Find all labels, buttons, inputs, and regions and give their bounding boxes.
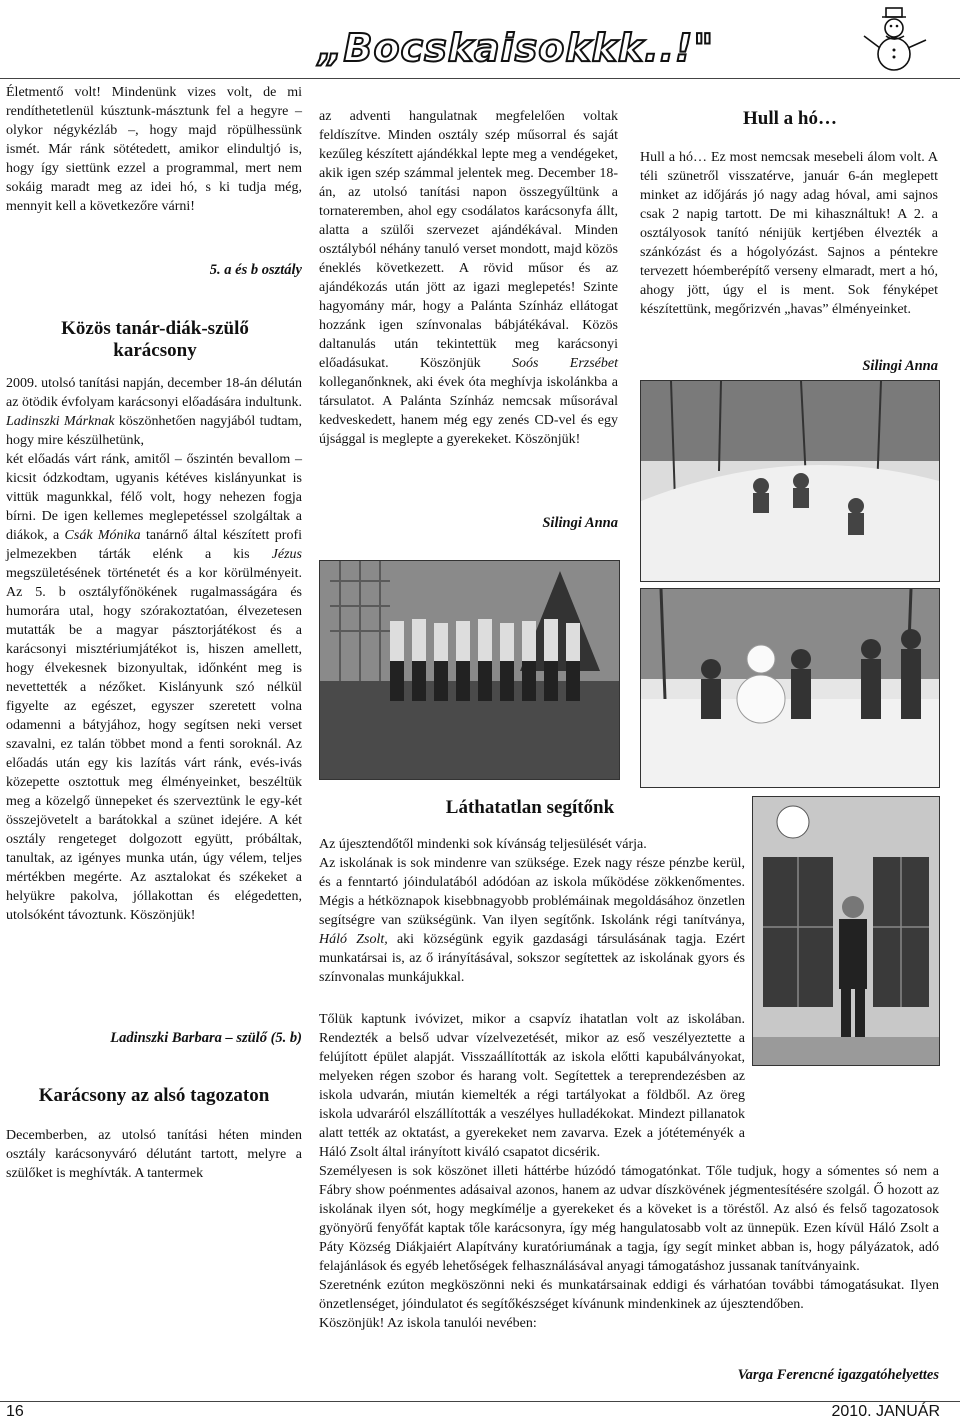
bottom-signature: Varga Ferencné igazgatóhelyettes <box>737 1367 939 1383</box>
bottom-p6: Köszönjük! Az iskola tanulói nevében: <box>319 1316 537 1331</box>
col1-intro-signature: 5. a és b osztály <box>209 262 302 278</box>
article-title-kozos: Közös tanár-diák-szülő karácsony <box>61 318 249 361</box>
col2-signature: Silingi Anna <box>542 515 618 531</box>
col1-p3: Decemberben, az utolsó tanítási héten minden osztály karácsonyváró délutánt tartott, melyre a szülőket is meghívták. A tantermek <box>6 1128 302 1181</box>
col2-name: Soós Erzsébet <box>511 356 618 371</box>
col1-p1-text: 2009. utolsó tanítási napján, december 18-án délután az ötödik évfolyam karácsonyi előadására indultunk. <box>6 376 302 410</box>
bottom-p1: Az újesztendőtől mindenki sok kívánság teljesülését várja. <box>319 837 647 852</box>
col1-signature: Ladinszki Barbara – szülő (5. b) <box>110 1030 302 1046</box>
col1-para-1 <box>6 374 302 450</box>
header-logo <box>318 26 715 74</box>
col1-also-text <box>6 1126 302 1183</box>
page-header <box>0 0 960 80</box>
col2-text: az adventi hangulatnak megfelelően voltak feldíszítve. Minden osztály szép műsorral és saját kezűleg készített ajándékkal lepte meg a vendégeket, akik igen szép számmal jelentek meg. December 18-án, az utolsó tanítási napon összegyűltünk a tornateremben, ahol egy csodálatos karácsonyfa állt, alatta a szülői szervezet ajándékával. Minden osztályból néhány tanuló verset mondott, majd közös éneklés következett. A rövid műsor és az ajándékozás után jött az igazi meglepetés! Szinte hagyomány már, hogy a Palánta Színház ellátogat hozzánk igen színvonalas bábjátékával. Közös daltanulás után tekintettük meg karácsonyi előadásukat. Köszönjük <box>319 109 618 371</box>
bottom-p3: Tőlük kaptunk ivóvizet, mikor a csapvíz ihatatlan volt az iskolában. Rendezték a belső udvar vízelvezetését, mikor az eső veszélyeztette a felújított épület alapját. Visszaállították az iskola előtti kapubálványokat, melyeken régen szobor és harang volt. Segítettek a tereprendezésben az iskola udvarán, miután kiemelték a régi tartályokat a földből. Az öreg iskola udvaráról elszállították a veszélyes hulladékokat. Mindezt pillanatok alatt tették az oktatást, a gyerekeket nem zavarva. Ezek a jótéteményék a Háló Zsolt által irányított kiváló csapatot dicsérik. <box>319 1012 745 1160</box>
bottom-p2-text-b: aki községünk egyik gazdasági társulásának tagja. Ezért munkatársai is, az ő irányításával, sokszor segítettek az iskolának gyors és színvonalas munkájukkal. <box>319 932 745 985</box>
col2-text-b: kolleganőnknek, aki évek óta meghívja iskolánkba a társulatot. A Palánta Színház nemcsak műsorával kedveskedett, hanem még egy zenés CD-vel és egy újsággal is meglepte a gyerekeket. Köszönjük! <box>319 375 618 447</box>
col1-p2-jezus: Jézus <box>271 547 302 562</box>
col1-intro-text: Életmentő volt! Mindenünk vizes volt, de mi rendíthetetlenül kúsztunk-másztunk fel a hegyre – olykor négykézláb –, hogy majd röpülhessünk ismét. Már ránk sötétedett, amikor elindultjó is, hogy így siettünk ezzel a programmal, mert nem sokáig maradt meg az idei hó, s ki tudja még, mennyit kell a következőre várni! <box>6 85 302 214</box>
bottom-p2-name: Háló Zsolt, <box>319 932 388 947</box>
col3-text: Hull a hó… Ez most nemcsak mesebeli álom volt. A téli szünetről visszatérve, január 6-án meglepett minket az időjárás jó nagy adag hóval, ami sajnos csak 2 napig tartott. De mi kihasználtuk! A 2. a osztályosok tanító nénijük kertjében élvezték a szánkózást és a hógolyózást. Sajnos a péntekre tervezett hóemberépítő verseny elmaradt, mert a hó, ahogy jött, úgy el is ment. Sok fényképet készítettünk, megőrizvén „havas” élményeinket. <box>640 150 938 317</box>
bottom-p5: Szeretnénk ezúton megköszönni neki és munkatársainak eddigi és várhatóan további támogatásukat. Ilyen önzetlenséget, jóindulatot és segítőkészséget kívánunk mindenkinek az újesztendőben. <box>319 1278 939 1312</box>
col1-p2-text: két előadás várt ránk, amitől – őszintén bevallom – kicsit ódzkodtam, ugyanis kétéves kislányunkat is vittük magunkkal, félő volt, hogy nehezen fogja bírni. De igen kellemes meglepetéssel szolgáltak a diákok, a <box>6 452 302 543</box>
footer-rule <box>0 1401 960 1402</box>
col1-p1-text-b: köszönhetően nagyjából tudtam, hogy mire készülhetünk, <box>6 414 302 448</box>
bottom-p2 <box>319 854 745 987</box>
photo-christmas-image <box>320 561 619 779</box>
col1-p2-name: Csák Mónika <box>64 528 141 543</box>
bottom-p2-text: Az iskolának is sok mindenre van szüksége. Ezek nagy része pénzbe kerül, és a fenntartó jóindulatából adódóan az iskola működése zökkenőmentes. Mégis a hétköznapok kisebbnagyobb problémáinak megoldásához önzetlen segítségre van szükségünk. Van ilyen segítőnk. Iskolánk régi tanítványa, <box>319 856 745 928</box>
photo-snowman <box>640 588 940 788</box>
photo-sledding-image <box>641 381 939 581</box>
bottom-article-top <box>319 835 745 987</box>
logo-text: „Bocskaisokkk..!" <box>318 26 715 70</box>
bottom-article-rest <box>319 1010 939 1333</box>
bottom-p4: Személyesen is sok köszönet illeti háttérbe húzódó támogatónkat. Tőle tudjuk, hogy a sómentes só nem a Fábry show poénmentes adásaival azonos, hanem az udvar díszkövének jégmentesítésére szolgál. Ő hozott az iskolának ilyen sót, hogy megkímélje a gyerekeket és a köveket is a töréstől. Az alsó és felső tagozatosok gyönyörű fenyőfát kaptak tőle karácsonyra, így még hangulatosabb volt az ünnepük. Ezen kívül Háló Zsolt a Páty Község Diákjaiért Alapítvány kuratóriumának a tagja, így segít minket abban is, hogy pályázatok, adó felajánlások és egyéb lehetőségek felhasználásával anyagi támogatáshoz jussanak tanítványaink. <box>319 1164 939 1274</box>
header-rule <box>0 78 960 79</box>
col1-p2-text-b: tanárnő által készített profi jelmezekben tárták elénk a kis <box>6 528 302 562</box>
article-title-lathatatlan: Láthatatlan segítőnk <box>445 797 615 818</box>
col1-p2-text-c: megszületésének történetét és a kor körülményeit. Az 5. b osztályfőnökének rugalmasságára és humorára utal, hogy szórakoztatóan, élvezetesen mutatták be a magyar pásztorjátékost és a karácsonyi misztériumjátékot is, hiszen amellett, hogy élvekesnek bizonyultak, időnként meg is nevettették a nézőket. Kislányunk szó nélkül figyelte az egészet, egyszer szeretett volna odamenni a bátyjához, hogy segítsen neki verset szavalni, ez talán többet mond a fenti soroknál. Az előadás után egy kis lazítás várt ránk, evés-ivás közepette osztottuk meg élményeinket, beszéltük meg a közelgő ünnepeket és szerveztünk le egy-két összejövetelt a barátokkal a szünet idejére. A két osztály rengeteget dolgozott együtt, próbáltak, tanultak, az igényes munka után, úgy vélem, teljes mértékben megérte. Az asztalokat és székeket a helyükre pakolva, jóllakottan és elégedetten, utolsóként távoztunk. Köszönjük! <box>6 566 302 923</box>
article-title-hull-a-ho: Hull a hó… <box>743 108 837 129</box>
photo-snowman-image <box>641 589 939 787</box>
snowman-icon <box>858 4 934 78</box>
col1-p1-name: Ladinszki Márknak <box>6 414 115 429</box>
col2-article <box>319 107 618 449</box>
col1-article <box>6 374 302 925</box>
col2-para <box>319 107 618 449</box>
col1-intro <box>6 83 302 216</box>
photo-christmas-performance <box>319 560 620 780</box>
col3-article <box>640 148 938 319</box>
col3-signature: Silingi Anna <box>862 358 938 374</box>
page-number: 16 <box>6 1403 24 1420</box>
article-title-also-tagozat: Karácsony az alsó tagozaton <box>38 1085 270 1106</box>
issue-date: 2010. JANUÁR <box>831 1403 940 1420</box>
col1-para-2 <box>6 450 302 925</box>
photo-sledding <box>640 380 940 582</box>
